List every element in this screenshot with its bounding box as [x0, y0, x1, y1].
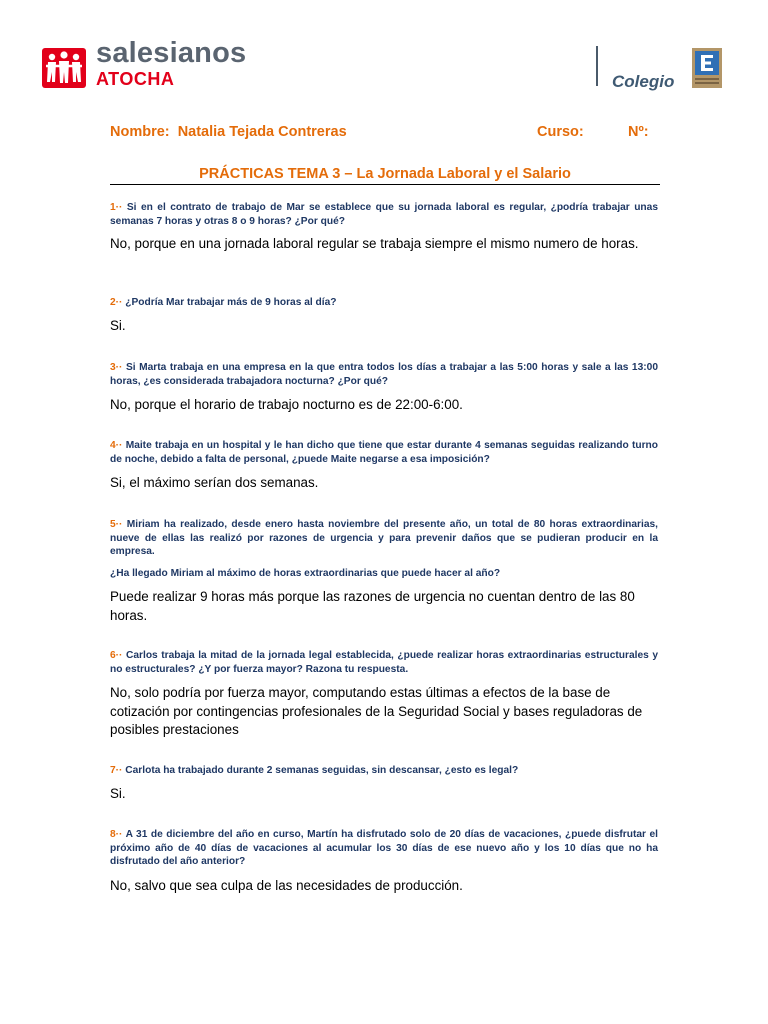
answer-8: No, salvo que sea culpa de las necesidades de producción.: [110, 878, 463, 893]
question-text: Si Marta trabaja en una empresa en la que entra todos los días a trabajar a las 5:00 horas y sale a las 13:00 horas, ¿es considerada trabajadora nocturna? ¿Por qué?: [110, 362, 658, 387]
question-6: [110, 649, 658, 676]
question-number: 6··: [110, 650, 126, 661]
salesianos-logo-icon: [42, 48, 86, 88]
question-number: 7··: [110, 765, 126, 776]
question-3: [110, 361, 658, 388]
question-4: [110, 439, 658, 466]
answer-6: No, solo podría por fuerza mayor, computando estas últimas a efectos de la base de cotización por contingencias profesionales de la Seguridad Social y bases reguladoras de posibles prestaciones: [110, 685, 643, 737]
course-label: Curso:: [537, 124, 584, 140]
answer-7: Si.: [110, 786, 126, 801]
student-name: Natalia Tejada Contreras: [177, 124, 347, 140]
answer-1: No, porque en una jornada laboral regular se trabaja siempre el mismo numero de horas.: [110, 236, 639, 251]
answer-3: No, porque el horario de trabajo nocturno es de 22:00-6:00.: [110, 397, 463, 412]
document-title: PRÁCTICAS TEMA 3 – La Jornada Laboral y el Salario: [199, 166, 571, 182]
student-name-line: [110, 123, 347, 141]
question-number: 8··: [110, 829, 126, 840]
question-1: [110, 201, 658, 228]
brand-name: salesianos: [96, 37, 247, 69]
question-8: [110, 828, 658, 869]
question-number: 4··: [110, 440, 126, 451]
question-number: 1··: [110, 202, 127, 213]
question-number: 5··: [110, 519, 127, 530]
question-text: ¿Podría Mar trabajar más de 9 horas al día?: [125, 297, 337, 308]
question-5-followup: ¿Ha llegado Miriam al máximo de horas extraordinarias que puede hacer al año?: [110, 568, 501, 579]
question-text: Miriam ha realizado, desde enero hasta noviembre del presente año, un total de 80 horas extraordinarias, nueve de ellas las realizó por razones de urgencia y para prevenir daños que se pudieran producir en la empresa.: [110, 519, 658, 557]
question-text: Maite trabaja en un hospital y le han dicho que tiene que estar durante 4 semanas seguidas realizando turno de noche, debido a falta de personal, ¿puede Maite negarse a esa imposición?: [110, 440, 658, 465]
question-7: [110, 764, 658, 778]
question-text: A 31 de diciembre del año en curso, Martín ha disfrutado solo de 20 días de vacaciones, ¿puede disfrutar el próximo año de 40 días de vacaciones al acumular los 30 días de ese nuevo año y los 10 días que no ha disfrutado del año anterior?: [110, 829, 658, 867]
school-emblem-icon: [692, 48, 722, 88]
question-number: 2··: [110, 297, 126, 308]
school-label: Colegio: [612, 72, 675, 91]
question-text: Si en el contrato de trabajo de Mar se establece que su jornada laboral es regular, ¿podría trabajar unas semanas 7 horas y otras 8 o 9 horas? ¿Por qué?: [110, 202, 658, 227]
answer-2: Si.: [110, 318, 126, 333]
question-text: Carlota ha trabajado durante 2 semanas seguidas, sin descansar, ¿esto es legal?: [125, 765, 519, 776]
header-divider: [596, 46, 598, 86]
question-5: [110, 518, 658, 559]
brand-subtitle: ATOCHA: [96, 69, 175, 89]
name-label: Nombre:: [110, 124, 170, 140]
answer-5: Puede realizar 9 horas más porque las razones de urgencia no cuentan dentro de las 80 horas.: [110, 589, 635, 623]
answer-4: Si, el máximo serían dos semanas.: [110, 475, 319, 490]
question-number: 3··: [110, 362, 126, 373]
number-label: Nº:: [628, 124, 649, 140]
question-text: Carlos trabaja la mitad de la jornada legal establecida, ¿puede realizar horas extraordinarias estructurales y no estructurales? ¿Y por fuerza mayor? Razona tu respuesta.: [110, 650, 658, 675]
title-underline: [110, 184, 660, 185]
question-2: [110, 296, 658, 310]
